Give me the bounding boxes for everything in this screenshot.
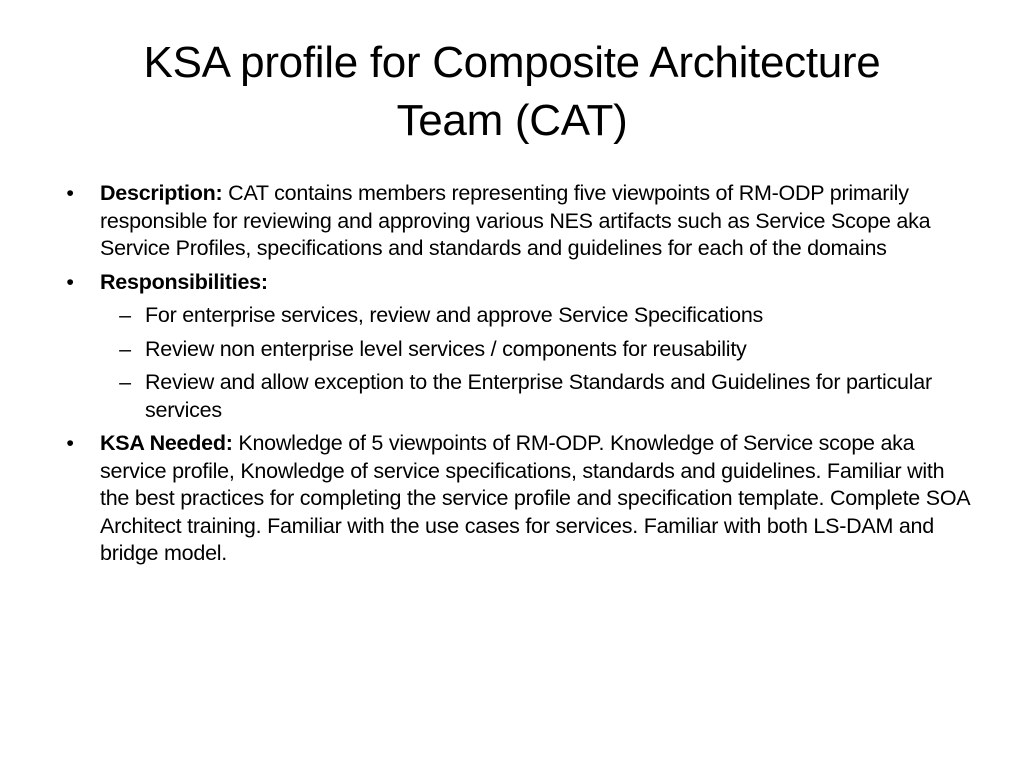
sub-item <box>58 302 973 330</box>
bullet-icon: • <box>66 269 74 294</box>
slide-title-line-1: KSA profile for Composite Architecture <box>143 38 881 87</box>
sub-item-text: For enterprise services, review and approve Service Specifications <box>145 303 764 327</box>
bullet-item-ksa-needed <box>58 430 973 568</box>
dash-icon: – <box>119 303 131 327</box>
bullet-icon: • <box>66 181 74 205</box>
sub-item <box>58 369 973 424</box>
sub-item-text: Review and allow exception to the Enterprise Standards and Guidelines for particular services <box>145 370 932 422</box>
bullet-icon: • <box>66 431 74 455</box>
dash-icon: – <box>119 370 131 394</box>
slide-body <box>58 180 973 574</box>
description-text: CAT contains members representing five viewpoints of RM-ODP primarily responsible for reviewing and approving various NES artifacts such as Service Scope aka Service Profiles, specifications and standards and guidelines for each of the domains <box>100 181 931 260</box>
ksa-needed-label: KSA Needed: <box>100 431 233 455</box>
responsibilities-label: Responsibilities: <box>100 269 268 294</box>
description-label: Description: <box>100 181 223 205</box>
dash-icon: – <box>119 336 131 361</box>
ksa-needed-text: Knowledge of 5 viewpoints of RM-ODP. Knowledge of Service scope aka service profile, Knowledge of service specifications, standards and guidelines. Familiar with the best practices for completing the service profile and specification template. Complete SOA Architect training. Familiar with the use cases for services. Familiar with both LS-DAM and bridge model. <box>100 431 970 565</box>
responsibilities-sublist <box>100 302 973 424</box>
sub-item <box>58 336 973 364</box>
sub-item-text: Review non enterprise level services / components for reusability <box>145 336 747 361</box>
bullet-item-description <box>58 180 973 263</box>
slide-title-line-2: Team (CAT) <box>396 96 628 145</box>
slide-title <box>40 34 984 150</box>
bullet-item-responsibilities <box>58 269 973 425</box>
